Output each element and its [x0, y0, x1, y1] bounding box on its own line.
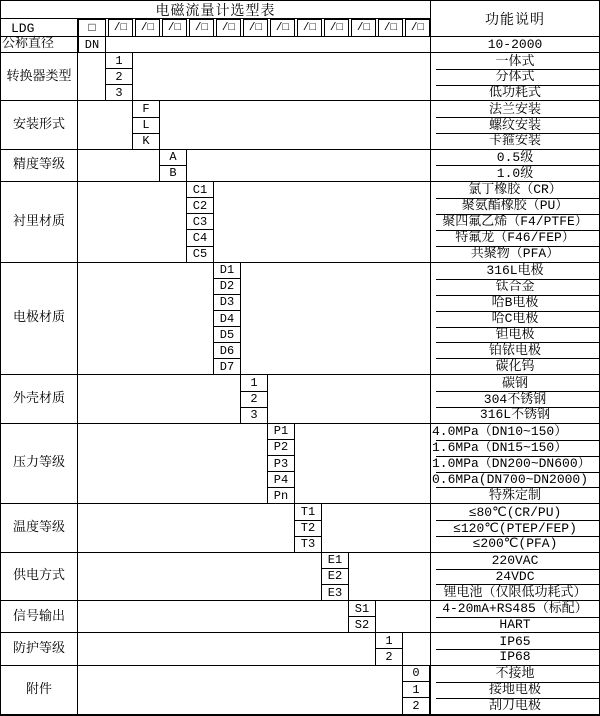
category-group	[1, 53, 599, 101]
option-code: 2	[105, 69, 133, 85]
table-header	[1, 1, 599, 37]
option-code-column	[240, 375, 268, 422]
option-code: D3	[213, 295, 241, 311]
function-column	[430, 375, 599, 422]
option-description: 聚四氟乙烯（F4/PTFE）	[431, 214, 599, 230]
function-column	[430, 101, 599, 148]
category-group	[1, 375, 599, 423]
option-description: 法兰安装	[488, 101, 541, 117]
category-label: 温度等级	[1, 504, 78, 551]
category-label: 公称直径	[1, 37, 78, 52]
option-code: 2	[240, 392, 268, 408]
model-prefix: LDG	[1, 19, 78, 37]
option-description: IP65	[499, 633, 531, 649]
option-description: 220VAC	[491, 553, 539, 569]
category-group	[1, 37, 599, 53]
category-label: 防护等级	[1, 633, 78, 664]
function-column	[430, 504, 599, 551]
model-code-slot: /□	[243, 19, 268, 37]
option-code-column	[321, 553, 349, 600]
category-label: 压力等级	[1, 424, 78, 504]
function-column-header: 功能说明	[430, 1, 599, 36]
option-description: 特氟龙（F46/FEP）	[431, 230, 599, 246]
function-column	[430, 37, 599, 52]
option-description: 接地电极	[431, 682, 599, 698]
option-description: 哈C电极	[431, 311, 599, 327]
option-description: HART	[431, 617, 599, 633]
category-label: 附件	[1, 666, 78, 714]
option-description: 碳化钨	[431, 358, 599, 374]
model-code-slot: /□	[405, 19, 430, 37]
option-code: L	[132, 118, 160, 134]
option-code-column	[105, 53, 133, 100]
option-code: T1	[294, 504, 322, 520]
option-code-column	[402, 666, 430, 714]
option-description: 钽电极	[431, 327, 599, 343]
option-code-column	[375, 633, 403, 664]
option-code: D1	[213, 263, 241, 279]
option-code: A	[159, 150, 187, 166]
category-label: 安装形式	[1, 101, 78, 148]
function-column	[430, 182, 599, 262]
option-description: 4.0MPa（DN10~150）	[432, 424, 568, 440]
option-description: 分体式	[431, 69, 599, 85]
category-group	[1, 263, 599, 376]
model-code-row	[1, 19, 430, 37]
option-code: 2	[402, 698, 430, 713]
category-label: 外壳材质	[1, 375, 78, 422]
option-code: E1	[321, 553, 349, 569]
page-title: 电磁流量计选型表	[1, 1, 430, 19]
option-description: 1.6MPa（DN15~150）	[431, 440, 599, 456]
table-body	[1, 37, 599, 714]
option-code: C3	[186, 214, 214, 230]
option-description: 一体式	[495, 53, 535, 69]
option-code: B	[159, 166, 187, 181]
option-description: 氯丁橡胶（CR）	[468, 182, 562, 198]
option-code: C4	[186, 230, 214, 246]
option-description: 不接地	[495, 666, 535, 682]
option-code: D7	[213, 359, 241, 374]
model-code-slot: /□	[324, 19, 349, 37]
option-code: 0	[402, 666, 430, 682]
category-group	[1, 601, 599, 633]
option-code: Pn	[267, 488, 295, 503]
option-description: 卡箍安装	[431, 133, 599, 149]
option-code: D2	[213, 279, 241, 295]
option-code: T2	[294, 521, 322, 537]
option-code: E2	[321, 569, 349, 585]
option-code-column	[132, 101, 160, 148]
model-code-slot: /□	[270, 19, 295, 37]
option-code: 1	[240, 375, 268, 391]
option-code-column	[294, 504, 322, 551]
option-description: 304不锈钢	[431, 391, 599, 407]
option-description: 特殊定制	[431, 487, 599, 503]
category-label: 衬里材质	[1, 182, 78, 262]
option-description: ≤80℃(CR/PU)	[468, 504, 562, 520]
option-description: 哈B电极	[431, 295, 599, 311]
category-label: 供电方式	[1, 553, 78, 600]
model-code-slot: /□	[378, 19, 403, 37]
category-group	[1, 424, 599, 505]
function-column	[430, 263, 599, 375]
option-code: E3	[321, 585, 349, 600]
option-description: 螺纹安装	[431, 117, 599, 133]
option-code: 1	[105, 53, 133, 69]
option-code-column	[159, 150, 187, 181]
model-code-slots	[106, 19, 430, 37]
category-group	[1, 633, 599, 665]
option-description: 碳钢	[501, 375, 528, 391]
option-code-column	[78, 37, 106, 52]
category-label: 精度等级	[1, 150, 78, 181]
option-code: C2	[186, 198, 214, 214]
option-description: 0.5级	[496, 150, 534, 166]
option-description: 4-20mA+RS485（标配）	[442, 601, 588, 617]
option-description: ≤200℃(PFA)	[431, 536, 599, 552]
category-label: 转换器类型	[1, 53, 78, 100]
option-code: P1	[267, 424, 295, 440]
option-code: P3	[267, 456, 295, 472]
option-description: 铂铱电极	[431, 342, 599, 358]
category-group	[1, 666, 599, 714]
function-column	[430, 53, 599, 100]
option-code: K	[132, 134, 160, 149]
function-column	[430, 633, 599, 664]
option-code: D5	[213, 327, 241, 343]
category-group	[1, 553, 599, 601]
option-code: 1	[375, 633, 403, 649]
category-group	[1, 101, 599, 149]
option-description: 316L电极	[486, 263, 544, 279]
function-column	[430, 553, 599, 600]
category-group	[1, 150, 599, 182]
category-label: 电极材质	[1, 263, 78, 375]
option-code-column	[213, 263, 241, 375]
option-description: 0.6MPa(DN700~DN2000)	[431, 472, 599, 488]
function-column	[430, 150, 599, 181]
model-code-box: □	[78, 19, 106, 37]
option-code: 2	[375, 649, 403, 664]
option-code: P4	[267, 472, 295, 488]
option-description: 24VDC	[431, 569, 599, 585]
option-description: ≤120℃(PTEP/FEP)	[431, 520, 599, 536]
category-group	[1, 182, 599, 263]
function-column	[430, 601, 599, 632]
option-code-column	[267, 424, 295, 504]
model-code-slot: /□	[162, 19, 187, 37]
option-code: P2	[267, 440, 295, 456]
option-code: D4	[213, 311, 241, 327]
model-code-slot: /□	[297, 19, 322, 37]
option-code: C1	[186, 182, 214, 198]
option-code: F	[132, 101, 160, 117]
option-code-column	[186, 182, 214, 262]
option-code: S2	[348, 617, 376, 632]
model-code-slot: /□	[135, 19, 160, 37]
option-description: 10-2000	[487, 37, 543, 53]
category-group	[1, 504, 599, 552]
option-description: 1.0级	[431, 165, 599, 181]
option-description: 聚氨酯橡胶（PU）	[431, 198, 599, 214]
option-description: 1.0MPa（DN200~DN600）	[431, 456, 599, 472]
function-column	[430, 424, 599, 504]
option-code-column	[348, 601, 376, 632]
option-code: 3	[240, 408, 268, 423]
option-description: 锂电池（仅限低功耗式）	[431, 584, 599, 600]
option-description: IP68	[431, 649, 599, 665]
model-code-slot: /□	[351, 19, 376, 37]
option-code: 3	[105, 85, 133, 100]
option-code: S1	[348, 601, 376, 617]
category-label: 信号输出	[1, 601, 78, 632]
option-description: 刮刀电极	[431, 698, 599, 714]
model-code-slot: /□	[189, 19, 214, 37]
option-code: T3	[294, 537, 322, 552]
option-code: C5	[186, 247, 214, 262]
option-description: 共聚物（PFA）	[431, 246, 599, 262]
function-column	[430, 666, 599, 714]
option-code: DN	[78, 37, 106, 52]
option-description: 316L不锈钢	[431, 407, 599, 423]
option-description: 钛合金	[431, 279, 599, 295]
model-code-slot: /□	[108, 19, 133, 37]
model-code-slot: /□	[216, 19, 241, 37]
option-code: 1	[402, 682, 430, 698]
option-description: 低功耗式	[431, 85, 599, 101]
option-code: D6	[213, 343, 241, 359]
